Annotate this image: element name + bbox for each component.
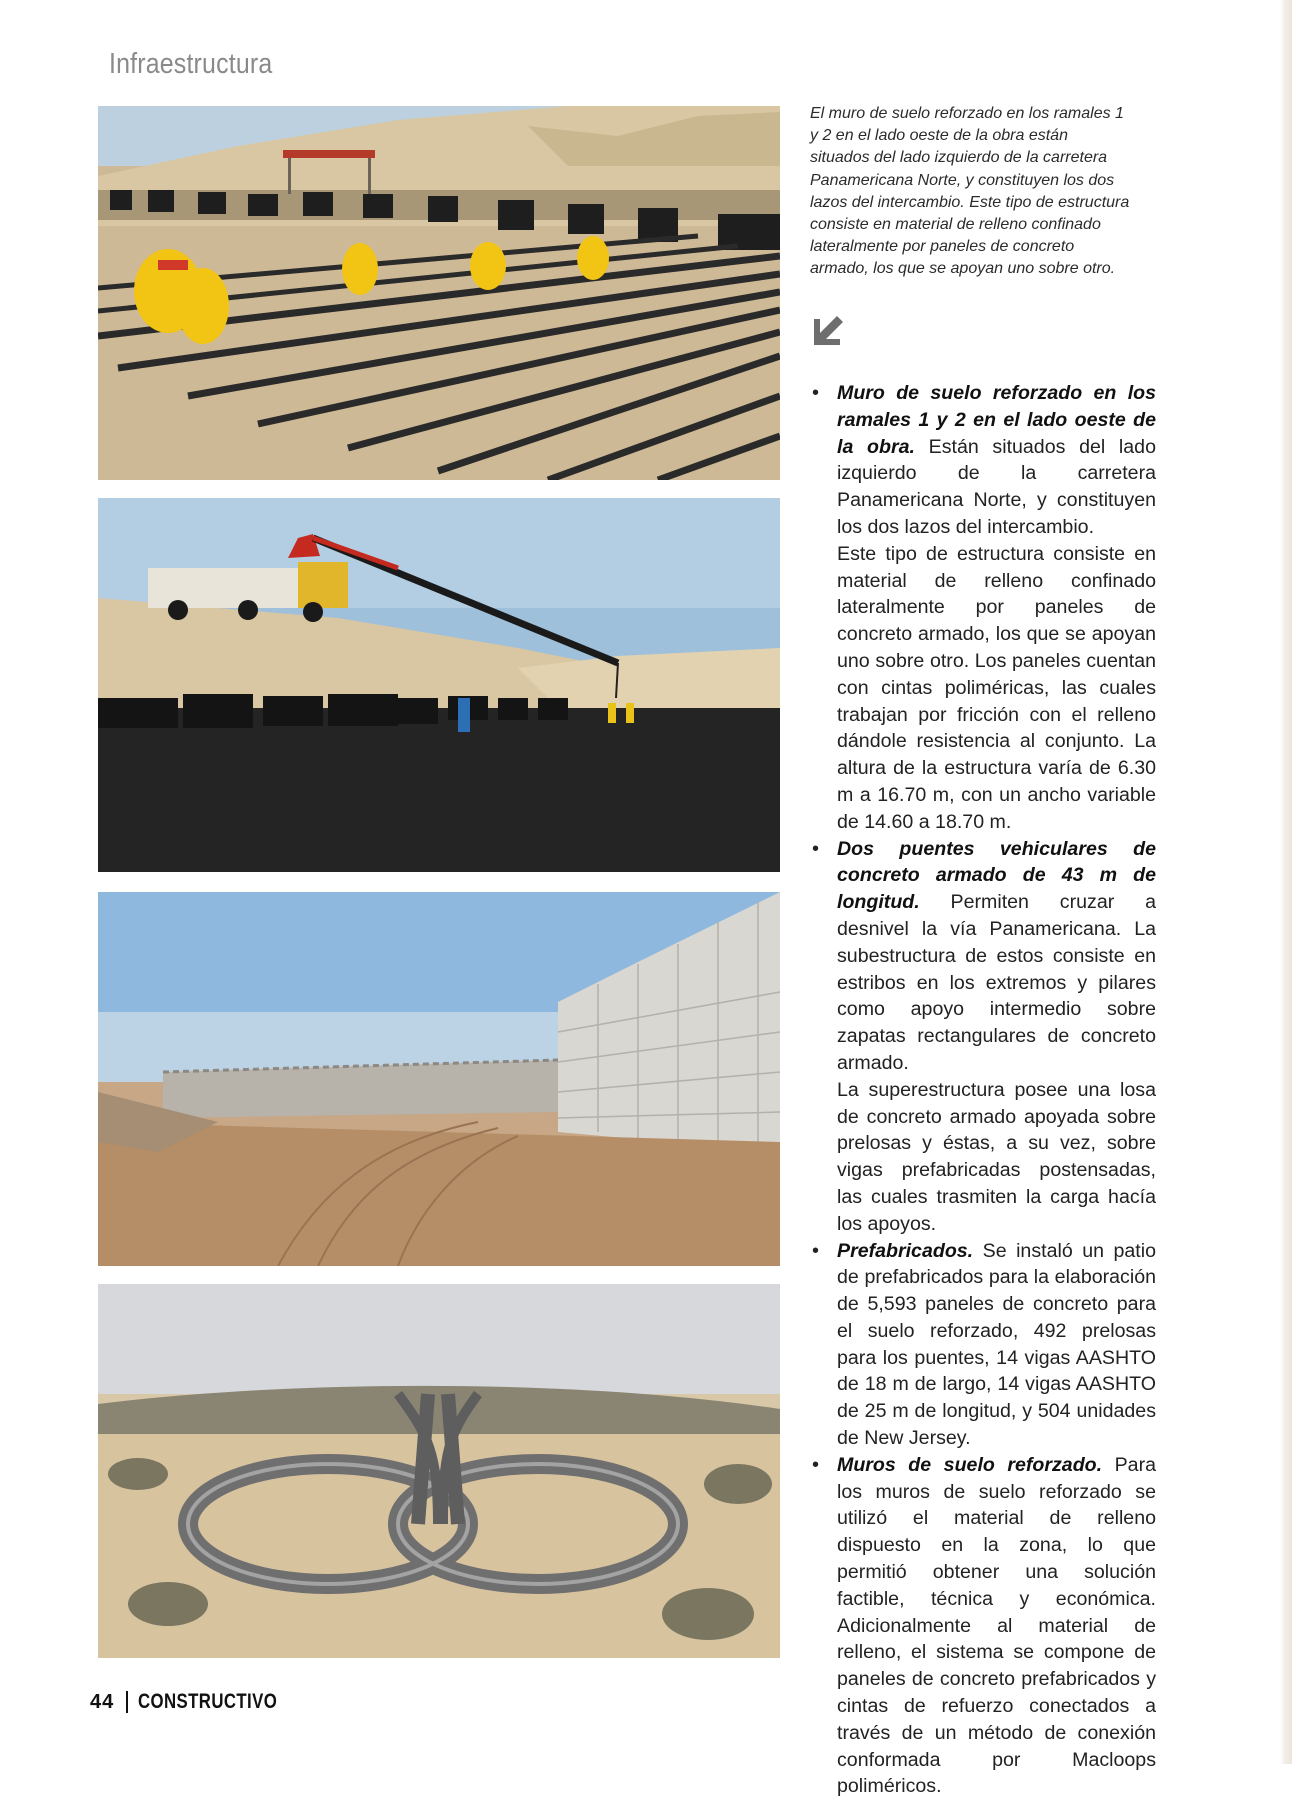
list-item xyxy=(812,836,1156,1238)
list-item xyxy=(812,380,1156,836)
bullet-text: Permiten cruzar a desnivel la vía Panamericana. La subestructura de estos consiste en estribos en los extremos y pilares como apoyo intermedio sobre zapatas rectangulares de concreto armado. xyxy=(837,891,1156,1074)
bullet-title: Muro de suelo reforzado en los ramales 1 y 2 en el lado oeste de la obra. xyxy=(837,382,1156,458)
list-item xyxy=(812,1452,1156,1800)
page-number: 44 xyxy=(90,1690,115,1713)
bullet-list xyxy=(812,380,1156,1800)
arrow-down-left-icon xyxy=(810,313,846,349)
page-edge xyxy=(1280,0,1292,1764)
section-title: Infraestructura xyxy=(109,48,273,80)
bullet-text: Se instaló un patio de prefabricados para la elaboración de 5,593 paneles de concreto para el suelo reforzado, 492 prelosas para los puentes, 14 vigas AASHTO de 18 m de largo, 14 vigas AASHTO de 25 m de longitud, y 504 unidades de New Jersey. xyxy=(837,1239,1156,1450)
photo-reinforced-walls xyxy=(98,892,780,1266)
photo-crane-truck xyxy=(98,498,780,872)
photo-workers-reinforcement-strips xyxy=(98,106,780,480)
bullet-text: Están situados del lado izquierdo de la carretera Panamericana Norte, y constituyen los dos lazos del intercambio. xyxy=(837,435,1156,538)
page-footer xyxy=(90,1690,312,1714)
photo-aerial-interchange xyxy=(98,1284,780,1658)
magazine-name: CONSTRUCTIVO xyxy=(138,1690,278,1713)
bullet-text-continued: La superestructura posee una losa de concreto armado apoyada sobre prelosas y éstas, a su vez, sobre vigas prefabricadas postensadas, las cuales trasmiten la carga hacía los apoyos. xyxy=(837,1078,1156,1235)
bullet-text-continued: Este tipo de estructura consiste en material de relleno confinado lateralmente por paneles de concreto armado, los que se apoyan uno sobre otro. Los paneles cuentan con cintas poliméricas, las cuales trabajan por fricción con el relleno dándole resistencia al conjunto. La altura de la estructura varía de 6.30 m a 16.70 m, con un ancho variable de 14.60 a 18.70 m. xyxy=(837,542,1156,833)
bullet-title: Muros de suelo reforzado. xyxy=(837,1453,1103,1476)
footer-divider xyxy=(126,1691,128,1713)
list-item xyxy=(812,1238,1156,1452)
bullet-text: Para los muros de suelo reforzado se utilizó el material de relleno dispuesto en la zona, lo que permitió obtener una solución factible, técnica y económica. Adicionalmente al material de relleno, el sistema se compone de paneles de concreto prefabricados y cintas de refuerzo conectados a través de un método de conexión conformada por Macloops poliméricos. xyxy=(837,1453,1156,1798)
bullet-title: Dos puentes vehiculares de concreto armado de 43 m de longitud. xyxy=(837,837,1156,914)
photo-caption: El muro de suelo reforzado en los ramales 1 y 2 en el lado oeste de la obra están situados del lado izquierdo de la carretera Panamericana Norte, y constituyen los dos lazos del intercambio. Este tipo de estructura consiste en material de relleno confinado lateralmente por paneles de concreto armado, los que se apoyan uno sobre otro. xyxy=(810,105,1130,278)
bullet-title: Prefabricados. xyxy=(837,1239,974,1262)
